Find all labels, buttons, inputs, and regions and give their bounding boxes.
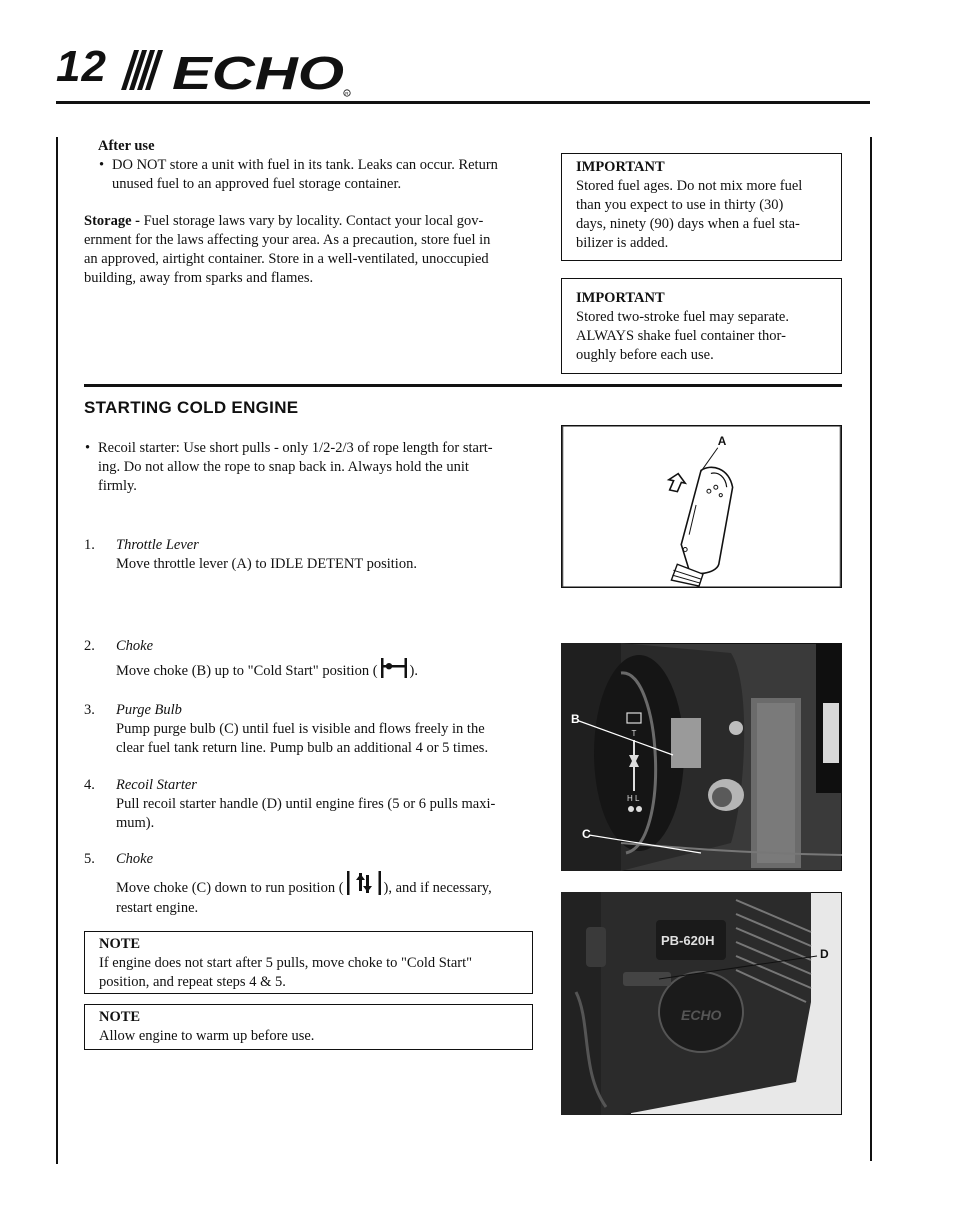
echo-logo [118,44,358,100]
important-title: IMPORTANT [576,159,665,175]
step-text: restart engine. [116,900,199,916]
step-text: Pump purge bulb (C) until fuel is visible and flows freely in the [116,721,485,737]
figure-label-c: C [582,827,591,841]
recoil-line: firmly. [98,478,137,494]
step-title: Purge Bulb [116,702,182,718]
important-line: than you expect to use in thirty (30) [576,197,784,213]
step-text: ). [409,663,419,679]
storage-paragraph [84,212,534,288]
step-title: Throttle Lever [116,537,199,553]
step-2-text [116,657,418,685]
note-line: Allow engine to warm up before use. [99,1028,315,1044]
step-text: Move choke (C) down to run position ( [116,880,344,896]
note-line: position, and repeat steps 4 & 5. [99,974,286,990]
important-box-fuel-age [561,153,842,261]
note-line: If engine does not start after 5 pulls, move choke to "Cold Start" [99,955,473,971]
storage-line-3: an approved, airtight container. Store in a well-ventilated, unoccupied [84,251,489,267]
step-number: 5. [84,851,95,867]
storage-label: Storage - [84,213,144,229]
page-number: 12 [56,42,107,91]
figure-label-d: D [820,947,829,961]
bullet-dot: • [85,440,91,456]
step-title: Choke [116,851,154,867]
note-title: NOTE [99,936,141,952]
figure-label-b: B [571,712,580,726]
step-text: ), and if necessary, [383,880,492,896]
recoil-bullet [98,439,538,496]
recoil-line: ing. Do not allow the rope to snap back in. Always hold the unit [98,459,469,475]
choke-mark-bottom: H L [627,794,640,803]
important-line: bilizer is added. [576,235,669,251]
step-text: Move throttle lever (A) to IDLE DETENT position. [116,556,417,572]
important-box-fuel-separate [561,278,842,374]
model-badge: PB-620H [661,933,715,948]
starter-brand: ECHO [681,1007,722,1023]
left-margin-rule [56,137,58,1164]
throttle-lever-figure [561,425,842,588]
important-title: IMPORTANT [576,290,665,306]
brand-text: ECHO [172,47,345,99]
step-title: Recoil Starter [116,777,197,793]
note-box-warmup [84,1004,533,1050]
svg-text:R: R [345,91,349,96]
run-position-choke-icon [346,870,382,896]
important-line: days, ninety (90) days when a fuel sta- [576,216,800,232]
storage-line-2: ernment for the laws affecting your area. As a precaution, store fuel in [84,232,491,248]
choke-mark-top: T [631,729,637,738]
recoil-starter-photo [561,892,842,1115]
section-rule [84,384,842,387]
step-text: mum). [116,815,155,831]
step-text: Move choke (B) up to "Cold Start" position ( [116,663,378,679]
step-text: clear fuel tank return line. Pump bulb an additional 4 or 5 times. [116,740,489,756]
right-margin-rule [870,137,872,1161]
cold-start-choke-icon [380,657,408,679]
step-number: 3. [84,702,95,718]
bullet-dot: • [99,157,105,173]
note-box-restart [84,931,533,994]
step-number: 4. [84,777,95,793]
storage-line-1: Fuel storage laws vary by locality. Contact your local gov- [143,213,484,229]
step-text: Pull recoil starter handle (D) until engine fires (5 or 6 pulls maxi- [116,796,496,812]
header-rule [56,101,870,104]
storage-line-4: building, away from sparks and flames. [84,270,314,286]
choke-purge-bulb-photo [561,643,842,871]
after-use-bullet: DO NOT store a unit with fuel in its tank. Leaks can occur. Return unused fuel to an approved fuel storage container. [112,157,498,192]
important-line: Stored two-stroke fuel may separate. [576,309,789,325]
important-line: oughly before each use. [576,347,714,363]
important-line: ALWAYS shake fuel container thor- [576,328,786,344]
note-title: NOTE [99,1009,141,1025]
figure-label-a: A [717,433,727,448]
section-title: STARTING COLD ENGINE [84,398,299,417]
step-number: 1. [84,537,95,553]
recoil-line: Recoil starter: Use short pulls - only 1/2-2/3 of rope length for start- [98,440,493,456]
after-use-heading: After use [98,138,155,154]
step-title: Choke [116,638,154,654]
important-line: Stored fuel ages. Do not mix more fuel [576,178,803,194]
step-number: 2. [84,638,95,654]
